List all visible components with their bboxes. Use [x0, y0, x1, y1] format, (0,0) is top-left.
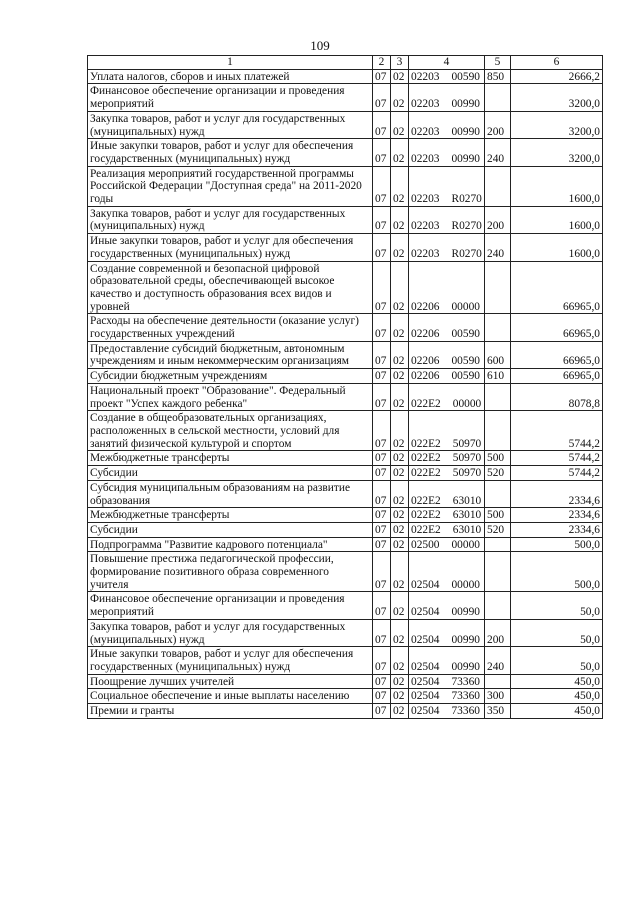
section-code-cell: 07: [373, 84, 391, 111]
target-article-program: 02500: [411, 538, 440, 551]
expense-name-cell: Уплата налогов, сборов и иных платежей: [88, 69, 373, 84]
table-row: [88, 537, 603, 552]
target-article-cell: [409, 166, 485, 206]
target-article-program: 02203: [411, 98, 440, 111]
target-article-direction: 50970: [452, 467, 482, 480]
target-article-cell: [409, 704, 485, 719]
section-code-cell: 07: [373, 466, 391, 481]
target-article-program: 02206: [411, 328, 440, 341]
section-code-cell: 07: [373, 111, 391, 138]
target-article-program: 02203: [411, 193, 440, 206]
amount-cell: 50,0: [511, 592, 603, 619]
target-article-program: 022E2: [411, 437, 441, 450]
target-article-direction: 00590: [451, 355, 480, 368]
target-article-direction: 73360: [451, 690, 480, 703]
section-code-cell: 07: [373, 537, 391, 552]
target-article-direction: R0270: [451, 247, 482, 260]
page-number: 109: [310, 38, 330, 53]
amount-cell: 1600,0: [511, 234, 603, 261]
target-article-direction: R0270: [451, 193, 482, 206]
subsection-code-cell: 02: [391, 619, 409, 646]
section-code-cell: 07: [373, 261, 391, 314]
section-code-cell: 07: [373, 674, 391, 689]
subsection-code-cell: 02: [391, 139, 409, 166]
section-code-cell: 07: [373, 522, 391, 537]
expense-name-cell: Субсидии: [88, 522, 373, 537]
expense-name-cell: Создание в общеобразовательных организациях, расположенных в сельской местности, условий для занятий физической культурой и спортом: [88, 411, 373, 451]
table-body: [88, 56, 603, 719]
target-article-program: 022E2: [411, 467, 441, 480]
table-row: [88, 206, 603, 233]
target-article-program: 02504: [411, 660, 440, 673]
amount-cell: 450,0: [511, 689, 603, 704]
amount-cell: 66965,0: [511, 261, 603, 314]
amount-cell: 3200,0: [511, 111, 603, 138]
target-article-direction: 00000: [451, 538, 480, 551]
expense-name-cell: Иные закупки товаров, работ и услуг для обеспечения государственных (муниципальных) нужд: [88, 647, 373, 674]
amount-cell: 450,0: [511, 704, 603, 719]
expense-name-cell: Социальное обеспечение и иные выплаты населению: [88, 689, 373, 704]
expense-name-cell: Субсидии: [88, 466, 373, 481]
target-article-direction: 63010: [452, 523, 482, 536]
amount-cell: 2334,6: [511, 480, 603, 507]
expense-type-cell: 200: [485, 206, 511, 233]
target-article-direction: 00990: [451, 660, 480, 673]
target-article-direction: 00990: [451, 98, 480, 111]
expense-name-cell: Закупка товаров, работ и услуг для государственных (муниципальных) нужд: [88, 619, 373, 646]
amount-cell: 2334,6: [511, 508, 603, 523]
amount-cell: 5744,2: [511, 451, 603, 466]
expense-type-cell: [485, 674, 511, 689]
expense-type-cell: 500: [485, 508, 511, 523]
table-row: [88, 314, 603, 341]
section-code-cell: 07: [373, 552, 391, 592]
amount-cell: 3200,0: [511, 84, 603, 111]
expense-name-cell: Закупка товаров, работ и услуг для государственных (муниципальных) нужд: [88, 111, 373, 138]
expense-name-cell: Финансовое обеспечение организации и проведения мероприятий: [88, 592, 373, 619]
expense-name-cell: Финансовое обеспечение организации и проведения мероприятий: [88, 84, 373, 111]
target-article-cell: [409, 411, 485, 451]
section-code-cell: 07: [373, 234, 391, 261]
expense-name-cell: Премии и гранты: [88, 704, 373, 719]
section-code-cell: 07: [373, 480, 391, 507]
expense-type-cell: 600: [485, 341, 511, 368]
subsection-code-cell: 02: [391, 592, 409, 619]
expense-type-cell: [485, 261, 511, 314]
expense-type-cell: 500: [485, 451, 511, 466]
amount-cell: 5744,2: [511, 411, 603, 451]
expense-type-cell: 520: [485, 466, 511, 481]
subsection-code-cell: 02: [391, 480, 409, 507]
expense-type-cell: [485, 314, 511, 341]
expense-name-cell: Иные закупки товаров, работ и услуг для обеспечения государственных (муниципальных) нужд: [88, 139, 373, 166]
subsection-code-cell: 02: [391, 341, 409, 368]
subsection-code-cell: 02: [391, 261, 409, 314]
target-article-program: 02206: [411, 355, 440, 368]
subsection-code-cell: 02: [391, 234, 409, 261]
table-row: [88, 552, 603, 592]
table-row: [88, 369, 603, 384]
header-cell: 1: [88, 56, 373, 70]
table-row: [88, 383, 603, 410]
table-row: [88, 508, 603, 523]
target-article-cell: [409, 111, 485, 138]
table-row: [88, 69, 603, 84]
section-code-cell: 07: [373, 166, 391, 206]
amount-cell: 66965,0: [511, 369, 603, 384]
amount-cell: 3200,0: [511, 139, 603, 166]
target-article-program: 02504: [411, 690, 440, 703]
amount-cell: 1600,0: [511, 166, 603, 206]
section-code-cell: 07: [373, 411, 391, 451]
amount-cell: 66965,0: [511, 314, 603, 341]
target-article-program: 02504: [411, 633, 440, 646]
target-article-cell: [409, 552, 485, 592]
amount-cell: 66965,0: [511, 341, 603, 368]
subsection-code-cell: 02: [391, 411, 409, 451]
table-row: [88, 84, 603, 111]
target-article-direction: 73360: [451, 705, 480, 718]
target-article-program: 022E2: [411, 397, 441, 410]
target-article-program: 02203: [411, 152, 440, 165]
expense-type-cell: [485, 592, 511, 619]
target-article-cell: [409, 480, 485, 507]
expense-type-cell: 240: [485, 139, 511, 166]
section-code-cell: 07: [373, 341, 391, 368]
target-article-cell: [409, 508, 485, 523]
section-code-cell: 07: [373, 314, 391, 341]
subsection-code-cell: 02: [391, 704, 409, 719]
expense-name-cell: Повышение престижа педагогической профессии, формирование позитивного образа современного учителя: [88, 552, 373, 592]
target-article-cell: [409, 84, 485, 111]
target-article-direction: 63010: [452, 494, 482, 507]
table-row: [88, 480, 603, 507]
subsection-code-cell: 02: [391, 552, 409, 592]
target-article-program: 02206: [411, 300, 440, 313]
subsection-code-cell: 02: [391, 537, 409, 552]
target-article-program: 02203: [411, 70, 440, 83]
section-code-cell: 07: [373, 508, 391, 523]
expense-name-cell: Субсидии бюджетным учреждениям: [88, 369, 373, 384]
table-row: [88, 261, 603, 314]
header-cell: 2: [373, 56, 391, 70]
target-article-direction: 00000: [452, 397, 482, 410]
subsection-code-cell: 02: [391, 166, 409, 206]
target-article-program: 02504: [411, 705, 440, 718]
expense-type-cell: [485, 480, 511, 507]
target-article-program: 02504: [411, 606, 440, 619]
subsection-code-cell: 02: [391, 674, 409, 689]
target-article-cell: [409, 674, 485, 689]
target-article-cell: [409, 341, 485, 368]
target-article-cell: [409, 592, 485, 619]
table-row: [88, 689, 603, 704]
expense-name-cell: Создание современной и безопасной цифровой образовательной среды, обеспечивающей высокое качество и доступность образования всех видов и уровней: [88, 261, 373, 314]
expense-type-cell: 850: [485, 69, 511, 84]
section-code-cell: 07: [373, 689, 391, 704]
subsection-code-cell: 02: [391, 206, 409, 233]
expense-type-cell: 300: [485, 689, 511, 704]
table-row: [88, 111, 603, 138]
target-article-program: 02203: [411, 125, 440, 138]
table-row: [88, 166, 603, 206]
target-article-cell: [409, 451, 485, 466]
target-article-cell: [409, 314, 485, 341]
target-article-direction: 73360: [451, 675, 480, 688]
target-article-cell: [409, 619, 485, 646]
expense-type-cell: [485, 552, 511, 592]
expense-name-cell: Подпрограмма "Развитие кадрового потенциала": [88, 537, 373, 552]
amount-cell: 2666,2: [511, 69, 603, 84]
target-article-cell: [409, 139, 485, 166]
expense-type-cell: 610: [485, 369, 511, 384]
expense-name-cell: Предоставление субсидий бюджетным, автономным учреждениям и иным некоммерческим организациям: [88, 341, 373, 368]
target-article-cell: [409, 206, 485, 233]
expense-name-cell: Национальный проект "Образование". Федеральный проект "Успех каждого ребенка": [88, 383, 373, 410]
expense-name-cell: Закупка товаров, работ и услуг для государственных (муниципальных) нужд: [88, 206, 373, 233]
target-article-program: 022E2: [411, 509, 441, 522]
expense-type-cell: [485, 537, 511, 552]
table-row: [88, 411, 603, 451]
target-article-program: 02504: [411, 578, 440, 591]
target-article-cell: [409, 69, 485, 84]
header-row: [88, 56, 603, 70]
section-code-cell: 07: [373, 206, 391, 233]
subsection-code-cell: 02: [391, 466, 409, 481]
amount-cell: 50,0: [511, 619, 603, 646]
table-row: [88, 619, 603, 646]
target-article-direction: 00990: [451, 633, 480, 646]
expense-type-cell: 350: [485, 704, 511, 719]
subsection-code-cell: 02: [391, 451, 409, 466]
section-code-cell: 07: [373, 383, 391, 410]
subsection-code-cell: 02: [391, 522, 409, 537]
subsection-code-cell: 02: [391, 111, 409, 138]
table-row: [88, 522, 603, 537]
target-article-direction: 00990: [451, 152, 480, 165]
table-row: [88, 592, 603, 619]
target-article-cell: [409, 537, 485, 552]
target-article-cell: [409, 261, 485, 314]
amount-cell: 500,0: [511, 537, 603, 552]
subsection-code-cell: 02: [391, 369, 409, 384]
amount-cell: 1600,0: [511, 206, 603, 233]
expense-type-cell: [485, 84, 511, 111]
section-code-cell: 07: [373, 451, 391, 466]
amount-cell: 50,0: [511, 647, 603, 674]
header-cell: 6: [511, 56, 603, 70]
expense-type-cell: 200: [485, 619, 511, 646]
section-code-cell: 07: [373, 69, 391, 84]
table-row: [88, 341, 603, 368]
target-article-direction: 00990: [451, 125, 480, 138]
expense-type-cell: 520: [485, 522, 511, 537]
section-code-cell: 07: [373, 139, 391, 166]
table-row: [88, 234, 603, 261]
target-article-program: 02203: [411, 220, 440, 233]
target-article-program: 022E2: [411, 452, 441, 465]
target-article-direction: 50970: [452, 452, 482, 465]
expense-name-cell: Межбюджетные трансферты: [88, 508, 373, 523]
subsection-code-cell: 02: [391, 647, 409, 674]
target-article-direction: 63010: [452, 509, 482, 522]
amount-cell: 500,0: [511, 552, 603, 592]
amount-cell: 450,0: [511, 674, 603, 689]
subsection-code-cell: 02: [391, 314, 409, 341]
expense-name-cell: Межбюджетные трансферты: [88, 451, 373, 466]
header-cell: 4: [409, 56, 485, 70]
section-code-cell: 07: [373, 369, 391, 384]
expense-name-cell: Расходы на обеспечение деятельности (оказание услуг) государственных учреждений: [88, 314, 373, 341]
expense-type-cell: 240: [485, 234, 511, 261]
table-row: [88, 674, 603, 689]
target-article-direction: 00000: [451, 300, 480, 313]
target-article-program: 02203: [411, 247, 440, 260]
amount-cell: 8078,8: [511, 383, 603, 410]
expense-name-cell: Поощрение лучших учителей: [88, 674, 373, 689]
target-article-cell: [409, 647, 485, 674]
budget-table: [87, 55, 603, 719]
table-row: [88, 451, 603, 466]
table-row: [88, 139, 603, 166]
expense-name-cell: Субсидия муниципальным образованиям на развитие образования: [88, 480, 373, 507]
target-article-direction: 00000: [451, 578, 480, 591]
target-article-program: 022E2: [411, 494, 441, 507]
section-code-cell: 07: [373, 647, 391, 674]
expense-type-cell: [485, 166, 511, 206]
header-cell: 3: [391, 56, 409, 70]
target-article-cell: [409, 522, 485, 537]
target-article-cell: [409, 234, 485, 261]
target-article-cell: [409, 689, 485, 704]
header-cell: 5: [485, 56, 511, 70]
subsection-code-cell: 02: [391, 84, 409, 111]
section-code-cell: 07: [373, 592, 391, 619]
target-article-direction: 00590: [451, 370, 480, 383]
target-article-direction: 00590: [451, 328, 480, 341]
expense-name-cell: Реализация мероприятий государственной программы Российской Федерации "Доступная среда" на 2011-2020 годы: [88, 166, 373, 206]
target-article-cell: [409, 383, 485, 410]
subsection-code-cell: 02: [391, 689, 409, 704]
target-article-cell: [409, 369, 485, 384]
target-article-cell: [409, 466, 485, 481]
amount-cell: 5744,2: [511, 466, 603, 481]
amount-cell: 2334,6: [511, 522, 603, 537]
subsection-code-cell: 02: [391, 383, 409, 410]
expense-type-cell: [485, 411, 511, 451]
table-row: [88, 466, 603, 481]
target-article-direction: 00590: [451, 70, 480, 83]
target-article-program: 022E2: [411, 523, 441, 536]
expense-type-cell: 200: [485, 111, 511, 138]
subsection-code-cell: 02: [391, 69, 409, 84]
target-article-direction: 00990: [451, 606, 480, 619]
expense-type-cell: [485, 383, 511, 410]
target-article-direction: 50970: [452, 437, 482, 450]
subsection-code-cell: 02: [391, 508, 409, 523]
target-article-direction: R0270: [451, 220, 482, 233]
expense-type-cell: 240: [485, 647, 511, 674]
table-row: [88, 704, 603, 719]
section-code-cell: 07: [373, 619, 391, 646]
table-row: [88, 647, 603, 674]
section-code-cell: 07: [373, 704, 391, 719]
target-article-program: 02206: [411, 370, 440, 383]
target-article-program: 02504: [411, 675, 440, 688]
expense-name-cell: Иные закупки товаров, работ и услуг для обеспечения государственных (муниципальных) нужд: [88, 234, 373, 261]
